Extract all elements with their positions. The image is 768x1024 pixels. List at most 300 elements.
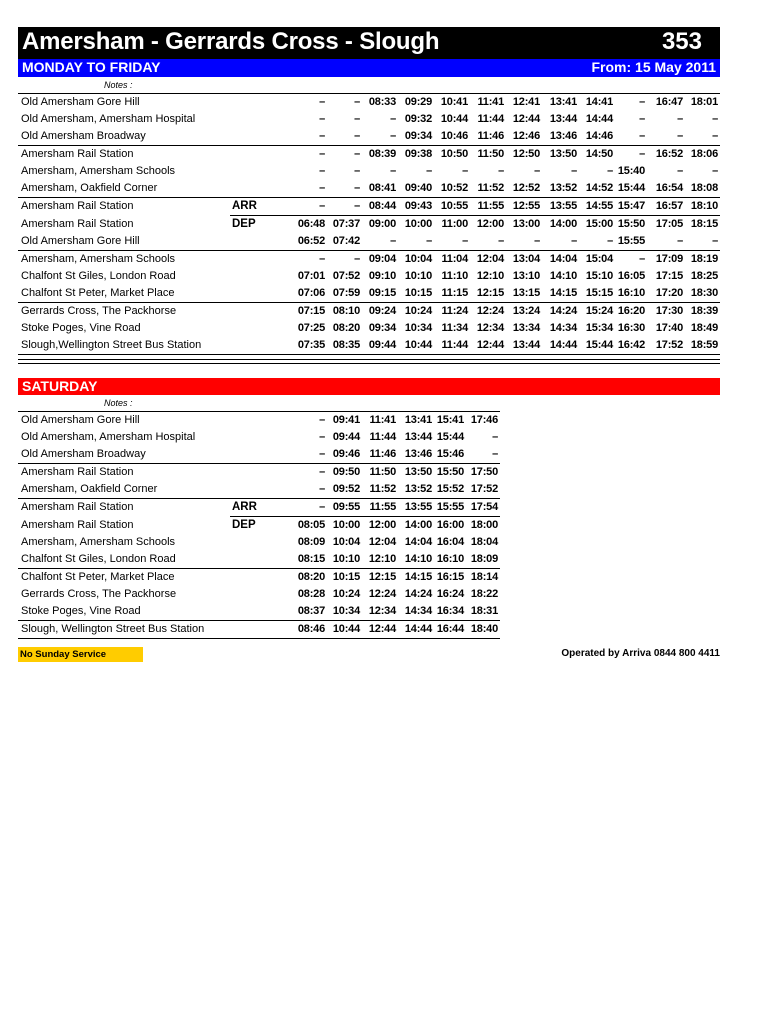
- arr-dep-label: [230, 251, 290, 269]
- time-cell: 09:10: [368, 270, 396, 282]
- time-cell: 10:44: [327, 621, 362, 639]
- time-cell: 15:46: [436, 448, 464, 460]
- time-cell: –: [327, 94, 362, 112]
- time-cell: –: [712, 165, 718, 177]
- time-cell: 17:30: [647, 303, 685, 321]
- time-cell: 16:04: [436, 536, 464, 548]
- arr-dep-label: [230, 621, 290, 639]
- arr-dep-label: [230, 481, 290, 499]
- table-row: [18, 481, 500, 499]
- time-cell: –: [498, 235, 504, 247]
- arr-dep-label: [230, 534, 290, 551]
- time-cell: 14:00: [398, 517, 434, 535]
- time-cell: 15:15: [585, 287, 613, 299]
- time-cell: 11:15: [441, 287, 468, 299]
- time-cell: 10:15: [327, 569, 362, 587]
- time-cell: 10:44: [440, 113, 468, 125]
- time-cell: 17:40: [655, 322, 683, 334]
- time-cell: –: [390, 130, 396, 142]
- time-cell: 13:41: [542, 94, 579, 112]
- stop-name: Amersham, Oakfield Corner: [21, 483, 158, 495]
- arr-dep-label: [230, 551, 290, 569]
- time-cell: 12:04: [368, 536, 396, 548]
- table-row: [18, 534, 500, 551]
- time-cell: 11:44: [369, 431, 396, 443]
- time-cell: –: [290, 251, 327, 269]
- arr-dep-label: [230, 429, 290, 446]
- table-row: [18, 551, 500, 569]
- time-cell: 09:50: [327, 464, 362, 482]
- time-cell: 07:35: [290, 337, 327, 355]
- stop-name: Old Amersham Broadway: [21, 130, 146, 142]
- time-cell: 14:04: [404, 536, 432, 548]
- time-cell: 18:10: [685, 198, 720, 216]
- time-cell: 12:55: [506, 198, 542, 216]
- time-cell: –: [390, 113, 396, 125]
- stop-name: Amersham Rail Station: [18, 464, 230, 482]
- time-cell: 13:46: [404, 448, 432, 460]
- time-cell: –: [319, 483, 325, 495]
- time-cell: 14:34: [404, 605, 432, 617]
- time-cell: –: [290, 464, 327, 482]
- time-cell: 10:00: [398, 216, 434, 234]
- time-cell: 07:06: [297, 287, 325, 299]
- time-cell: 17:20: [655, 287, 683, 299]
- time-cell: 08:28: [297, 588, 325, 600]
- time-cell: 08:09: [297, 536, 325, 548]
- time-cell: 15:04: [579, 251, 615, 269]
- stop-name: Chalfont St Giles, London Road: [21, 553, 176, 565]
- time-cell: 09:32: [404, 113, 432, 125]
- table-row: [18, 446, 500, 464]
- time-cell: 15:55: [434, 499, 466, 517]
- time-cell: –: [607, 235, 613, 247]
- time-cell: 16:57: [647, 198, 685, 216]
- table-row: [18, 412, 500, 430]
- table-row: [18, 128, 720, 146]
- time-cell: 10:00: [327, 517, 362, 535]
- arr-dep-label: [230, 303, 290, 321]
- time-cell: 07:59: [332, 287, 360, 299]
- time-cell: 12:34: [368, 605, 396, 617]
- time-cell: –: [639, 130, 645, 142]
- time-cell: 15:24: [579, 303, 615, 321]
- time-cell: 10:52: [440, 182, 468, 194]
- title-bar: [18, 27, 720, 59]
- time-cell: 15:40: [617, 165, 645, 177]
- time-cell: 12:15: [476, 287, 504, 299]
- arr-dep-label: [230, 464, 290, 482]
- stop-name: Chalfont St Peter, Market Place: [21, 287, 175, 299]
- time-cell: –: [639, 113, 645, 125]
- stop-name: Amersham, Amersham Schools: [21, 165, 176, 177]
- time-cell: 17:52: [647, 337, 685, 355]
- time-cell: 14:34: [549, 322, 577, 334]
- time-cell: 17:09: [647, 251, 685, 269]
- time-cell: 16:47: [647, 94, 685, 112]
- time-cell: –: [319, 165, 325, 177]
- time-cell: 11:46: [477, 130, 504, 142]
- time-cell: 09:38: [398, 146, 434, 164]
- time-cell: 14:46: [585, 130, 613, 142]
- time-cell: 09:40: [404, 182, 432, 194]
- stop-name: Amersham, Amersham Schools: [18, 251, 230, 269]
- route-number: 353: [661, 28, 702, 55]
- time-cell: 09:52: [332, 483, 360, 495]
- time-cell: 18:06: [685, 146, 720, 164]
- time-cell: –: [290, 499, 327, 517]
- time-cell: –: [354, 130, 360, 142]
- time-cell: 09:34: [404, 130, 432, 142]
- table-row: [18, 111, 720, 128]
- time-cell: 11:04: [434, 251, 470, 269]
- time-cell: 12:50: [506, 146, 542, 164]
- time-cell: 14:50: [579, 146, 615, 164]
- time-cell: 09:46: [332, 448, 360, 460]
- time-cell: 13:50: [398, 464, 434, 482]
- time-cell: 15:34: [585, 322, 613, 334]
- time-cell: 18:04: [470, 536, 498, 548]
- time-cell: 08:39: [362, 146, 398, 164]
- time-cell: 15:44: [617, 182, 645, 194]
- time-cell: 17:46: [466, 412, 500, 430]
- table-row: [18, 303, 720, 321]
- time-cell: 09:55: [327, 499, 362, 517]
- time-cell: 10:50: [434, 146, 470, 164]
- time-cell: 17:52: [470, 483, 498, 495]
- time-cell: 15:44: [579, 337, 615, 355]
- arr-dep-label: [230, 320, 290, 337]
- time-cell: 08:15: [297, 553, 325, 565]
- arr-dep-label: [230, 569, 290, 587]
- stop-name: Old Amersham Gore Hill: [18, 94, 230, 112]
- time-cell: 08:05: [290, 517, 327, 535]
- time-cell: 10:34: [332, 605, 360, 617]
- time-cell: 14:44: [398, 621, 434, 639]
- time-cell: 11:52: [477, 182, 504, 194]
- table-row: [18, 499, 500, 517]
- table-row: [18, 233, 720, 251]
- saturday-timetable: [18, 411, 500, 639]
- operator-info: Operated by Arriva 0844 800 4411: [561, 648, 720, 659]
- weekday-label: MONDAY TO FRIDAY: [22, 59, 161, 75]
- time-cell: 14:52: [585, 182, 613, 194]
- time-cell: 13:50: [542, 146, 579, 164]
- time-cell: –: [677, 165, 683, 177]
- stop-name: Slough,Wellington Street Bus Station: [18, 337, 230, 355]
- time-cell: –: [677, 113, 683, 125]
- stop-name: Old Amersham, Amersham Hospital: [21, 431, 196, 443]
- time-cell: 16:30: [617, 322, 645, 334]
- stop-name: Amersham Rail Station: [21, 518, 134, 531]
- arr-dep-label: [230, 285, 290, 303]
- time-cell: 11:50: [470, 146, 506, 164]
- time-cell: –: [677, 235, 683, 247]
- time-cell: 12:00: [470, 216, 506, 234]
- time-cell: 14:44: [542, 337, 579, 355]
- time-cell: 17:50: [466, 464, 500, 482]
- time-cell: 09:44: [332, 431, 360, 443]
- time-cell: 16:10: [617, 287, 645, 299]
- arr-dep-label: [230, 446, 290, 464]
- time-cell: 18:15: [685, 216, 720, 234]
- time-cell: 14:24: [542, 303, 579, 321]
- stop-name: Old Amersham Gore Hill: [21, 235, 140, 247]
- time-cell: –: [492, 448, 498, 460]
- arr-dep-label: [230, 94, 290, 112]
- time-cell: 13:34: [512, 322, 540, 334]
- time-cell: –: [571, 165, 577, 177]
- weekday-bar: [18, 59, 720, 77]
- stop-name: Old Amersham Broadway: [21, 448, 146, 460]
- table-row: [18, 251, 720, 269]
- weekday-bottom-rule-2: [18, 363, 720, 364]
- table-row: [18, 586, 500, 603]
- time-cell: 15:00: [579, 216, 615, 234]
- stop-name: Gerrards Cross, The Packhorse: [21, 588, 177, 600]
- time-cell: 07:01: [297, 270, 325, 282]
- time-cell: 11:00: [434, 216, 470, 234]
- time-cell: –: [290, 146, 327, 164]
- time-cell: 10:44: [398, 337, 434, 355]
- stop-name: Amersham Rail Station: [18, 198, 230, 216]
- time-cell: 13:41: [398, 412, 434, 430]
- time-cell: 09:29: [398, 94, 434, 112]
- time-cell: –: [319, 431, 325, 443]
- table-row: [18, 517, 500, 535]
- time-cell: 07:52: [332, 270, 360, 282]
- time-cell: 13:52: [549, 182, 577, 194]
- time-cell: 09:04: [362, 251, 398, 269]
- time-cell: 18:09: [470, 553, 498, 565]
- time-cell: –: [290, 94, 327, 112]
- time-cell: –: [712, 235, 718, 247]
- arr-dep-label: [230, 268, 290, 285]
- table-row: [18, 198, 720, 216]
- weekday-timetable: [18, 93, 720, 355]
- time-cell: 09:00: [362, 216, 398, 234]
- time-cell: 11:50: [362, 464, 398, 482]
- time-cell: 06:48: [290, 216, 327, 234]
- time-cell: 18:22: [470, 588, 498, 600]
- time-cell: 13:44: [549, 113, 577, 125]
- time-cell: –: [498, 165, 504, 177]
- arr-dep-label: [230, 586, 290, 603]
- time-cell: 10:55: [434, 198, 470, 216]
- time-cell: 10:41: [434, 94, 470, 112]
- time-cell: 18:25: [690, 270, 718, 282]
- time-cell: 13:55: [542, 198, 579, 216]
- time-cell: 12:34: [476, 322, 504, 334]
- time-cell: 12:44: [512, 113, 540, 125]
- arr-dep-label: DEP: [230, 517, 290, 535]
- time-cell: –: [677, 130, 683, 142]
- time-cell: 12:44: [470, 337, 506, 355]
- time-cell: 15:47: [615, 198, 647, 216]
- time-cell: 12:46: [512, 130, 540, 142]
- table-row: [18, 621, 500, 639]
- time-cell: 16:54: [655, 182, 683, 194]
- table-row: [18, 603, 500, 621]
- time-cell: 10:04: [398, 251, 434, 269]
- stop-name: Old Amersham Gore Hill: [18, 412, 230, 430]
- time-cell: –: [615, 146, 647, 164]
- time-cell: 10:15: [404, 287, 432, 299]
- time-cell: 14:04: [542, 251, 579, 269]
- time-cell: 17:15: [655, 270, 683, 282]
- arr-dep-label: [230, 180, 290, 198]
- time-cell: –: [426, 235, 432, 247]
- time-cell: 15:50: [434, 464, 466, 482]
- time-cell: 15:50: [615, 216, 647, 234]
- time-cell: –: [492, 431, 498, 443]
- time-cell: 11:55: [362, 499, 398, 517]
- time-cell: –: [327, 198, 362, 216]
- time-cell: 08:20: [332, 322, 360, 334]
- time-cell: –: [354, 113, 360, 125]
- time-cell: –: [712, 130, 718, 142]
- time-cell: 15:52: [436, 483, 464, 495]
- time-cell: 08:33: [362, 94, 398, 112]
- time-cell: –: [426, 165, 432, 177]
- arr-dep-label: ARR: [230, 198, 290, 216]
- page-title: Amersham - Gerrards Cross - Slough: [22, 28, 440, 55]
- weekday-notes-label: Notes :: [104, 80, 133, 90]
- table-row: [18, 163, 720, 180]
- time-cell: 11:10: [441, 270, 468, 282]
- time-cell: 13:44: [404, 431, 432, 443]
- time-cell: 14:15: [549, 287, 577, 299]
- time-cell: –: [354, 165, 360, 177]
- time-cell: 08:37: [297, 605, 325, 617]
- time-cell: 12:44: [362, 621, 398, 639]
- time-cell: 13:15: [512, 287, 540, 299]
- time-cell: 17:54: [466, 499, 500, 517]
- time-cell: 12:10: [368, 553, 396, 565]
- time-cell: 13:10: [512, 270, 540, 282]
- stop-name: Amersham Rail Station: [18, 499, 230, 517]
- time-cell: 18:59: [685, 337, 720, 355]
- table-row: [18, 146, 720, 164]
- stop-name: Gerrards Cross, The Packhorse: [18, 303, 230, 321]
- time-cell: 18:31: [470, 605, 498, 617]
- time-cell: 08:41: [368, 182, 396, 194]
- time-cell: –: [354, 182, 360, 194]
- stop-name: Chalfont St Giles, London Road: [21, 270, 176, 282]
- time-cell: 11:41: [470, 94, 506, 112]
- time-cell: 10:04: [332, 536, 360, 548]
- time-cell: 14:24: [404, 588, 432, 600]
- time-cell: 11:55: [470, 198, 506, 216]
- time-cell: 07:25: [297, 322, 325, 334]
- time-cell: –: [534, 165, 540, 177]
- time-cell: 18:19: [685, 251, 720, 269]
- time-cell: 11:52: [369, 483, 396, 495]
- table-row: [18, 569, 500, 587]
- time-cell: 15:41: [434, 412, 466, 430]
- table-row: [18, 268, 720, 285]
- time-cell: 13:55: [398, 499, 434, 517]
- time-cell: 13:24: [506, 303, 542, 321]
- saturday-bar: [18, 378, 720, 395]
- saturday-label: SATURDAY: [22, 378, 98, 394]
- table-row: [18, 429, 500, 446]
- time-cell: 16:34: [436, 605, 464, 617]
- stop-name: Stoke Poges, Vine Road: [21, 605, 141, 617]
- time-cell: –: [615, 94, 647, 112]
- time-cell: 14:44: [585, 113, 613, 125]
- time-cell: 13:52: [404, 483, 432, 495]
- arr-dep-label: [230, 128, 290, 146]
- time-cell: 09:24: [362, 303, 398, 321]
- arr-dep-label: [230, 163, 290, 180]
- time-cell: 16:10: [436, 553, 464, 565]
- time-cell: 07:37: [327, 216, 362, 234]
- time-cell: 16:05: [617, 270, 645, 282]
- time-cell: 12:24: [470, 303, 506, 321]
- time-cell: 11:41: [362, 412, 398, 430]
- stop-name: Chalfont St Peter, Market Place: [18, 569, 230, 587]
- time-cell: 12:00: [362, 517, 398, 535]
- time-cell: 13:44: [506, 337, 542, 355]
- time-cell: –: [462, 235, 468, 247]
- time-cell: 12:15: [362, 569, 398, 587]
- stop-name: Amersham, Oakfield Corner: [21, 182, 158, 194]
- time-cell: 16:52: [647, 146, 685, 164]
- stop-name: Slough, Wellington Street Bus Station: [18, 621, 230, 639]
- saturday-notes-label: Notes :: [104, 398, 133, 408]
- time-cell: 18:49: [690, 322, 718, 334]
- time-cell: 08:10: [327, 303, 362, 321]
- time-cell: –: [319, 130, 325, 142]
- time-cell: 10:10: [404, 270, 432, 282]
- time-cell: 09:44: [362, 337, 398, 355]
- arr-dep-label: [230, 337, 290, 355]
- table-row: [18, 216, 720, 234]
- time-cell: 10:24: [332, 588, 360, 600]
- time-cell: 08:46: [290, 621, 327, 639]
- arr-dep-label: [230, 146, 290, 164]
- time-cell: –: [327, 146, 362, 164]
- time-cell: 12:41: [506, 94, 542, 112]
- time-cell: 10:34: [404, 322, 432, 334]
- time-cell: 14:55: [579, 198, 615, 216]
- time-cell: 14:10: [404, 553, 432, 565]
- time-cell: 09:34: [368, 322, 396, 334]
- time-cell: –: [319, 182, 325, 194]
- time-cell: 10:46: [440, 130, 468, 142]
- time-cell: 12:52: [512, 182, 540, 194]
- time-cell: 12:24: [368, 588, 396, 600]
- time-cell: 14:15: [398, 569, 434, 587]
- time-cell: –: [571, 235, 577, 247]
- time-cell: –: [319, 448, 325, 460]
- weekday-bottom-rule: [18, 359, 720, 360]
- table-row: [18, 337, 720, 355]
- time-cell: 08:44: [362, 198, 398, 216]
- time-cell: –: [390, 235, 396, 247]
- time-cell: –: [462, 165, 468, 177]
- time-cell: 18:39: [685, 303, 720, 321]
- time-cell: 11:44: [477, 113, 504, 125]
- time-cell: 15:55: [617, 235, 645, 247]
- time-cell: –: [327, 251, 362, 269]
- time-cell: 13:00: [506, 216, 542, 234]
- time-cell: 16:24: [436, 588, 464, 600]
- time-cell: 07:42: [332, 235, 360, 247]
- time-cell: –: [290, 412, 327, 430]
- time-cell: 16:00: [434, 517, 466, 535]
